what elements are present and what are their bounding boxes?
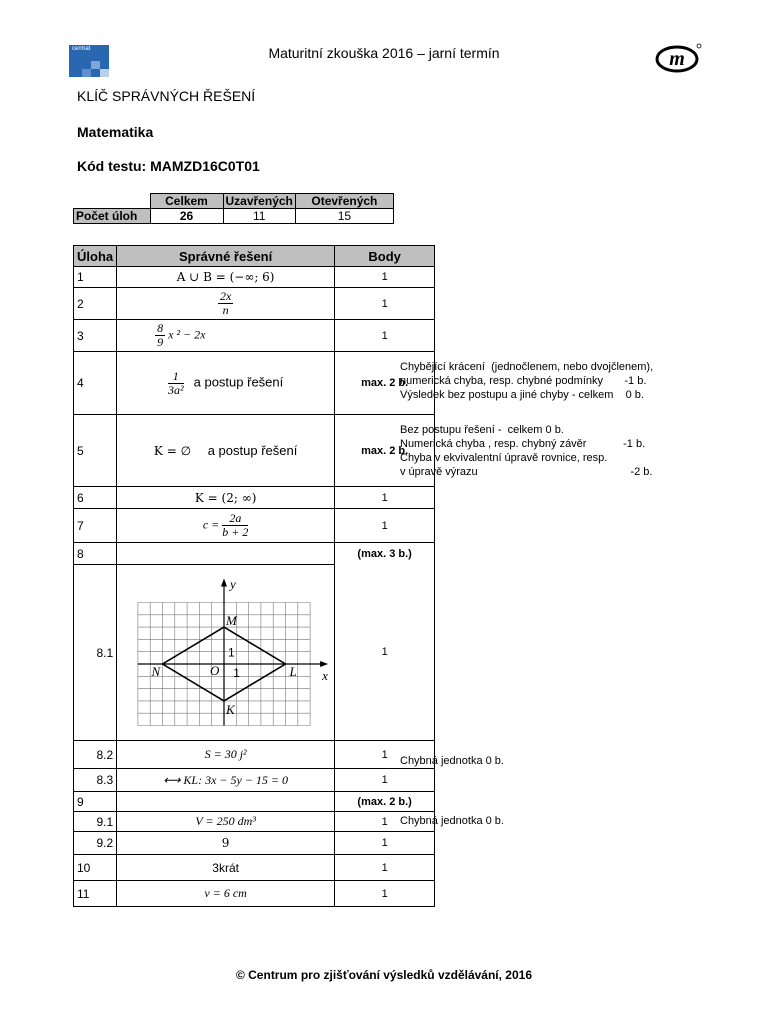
point-label-l: L [289,664,297,679]
points: (max. 3 b.) [335,543,435,565]
points: 1 [335,509,435,543]
fraction-denominator: b + 2 [222,525,249,539]
summary-open: 15 [295,209,393,224]
table-row [74,267,435,288]
task-number: 8.1 [74,565,117,741]
task-number: 8.2 [74,741,117,769]
table-row [74,741,435,769]
task-number: 2 [74,288,117,320]
header-points: Body [335,246,435,267]
note-task-8-2: Chybná jednotka 0 b. [400,755,504,767]
points: 1 [335,320,435,352]
points: 1 [335,487,435,509]
points: 1 [335,565,435,741]
points: 1 [335,288,435,320]
table-row [74,812,435,832]
points: 1 [335,855,435,881]
points: 1 [335,741,435,769]
task-number: 1 [74,267,117,288]
solution: v = 6 cm [117,881,335,907]
note-task-5: Bez postupu řešení - celkem 0 b. Numerická chyba , resp. chybný závěr -1 b. Chyba v ekvivalentní úpravě rovnice, resp. v úpravě výrazu -2 b. [400,424,653,478]
fraction [222,512,248,539]
task-number: 11 [74,881,117,907]
points: (max. 2 b.) [335,792,435,812]
points: 1 [335,881,435,907]
solution [117,543,335,565]
point-label-n: N [151,664,160,679]
fraction-numerator: 2x [219,289,232,303]
table-row [74,487,435,509]
answer-table [73,245,435,907]
solution-prefix: c = [202,517,220,532]
header-title: Maturitní zkouška 2016 – jarní termín [268,45,500,61]
task-number: 9.1 [74,812,117,832]
task-number: 9.2 [74,832,117,855]
fraction-denominator: n [222,303,229,317]
table-row [74,769,435,792]
fraction-numerator: 1 [168,370,184,384]
solution: K = ∅ [153,444,192,458]
m-logo-text: m [669,48,685,70]
origin-label: O [209,663,220,678]
unit-label-y: 1 [227,645,235,660]
table-row [74,509,435,543]
y-axis-label: y [229,576,236,592]
solution: 3krát [117,855,335,881]
header-task: Úloha [74,246,117,267]
fraction [155,322,165,349]
header-solution: Správné řešení [117,246,335,267]
note-task-4: Chybějící krácení (jednočlenem, nebo dvojčlenem), numerická chyba, resp. chybné podmínky -1 b. Výsledek bez postupu a jiné chyby - celkem 0 b. [400,361,654,401]
points: max. 2 b. [335,352,435,415]
point-label-k: K [225,701,235,717]
summary-table [73,193,394,224]
point-label-m: M [225,613,237,629]
subject-title: Matematika [77,124,154,140]
points: 1 [335,267,435,288]
task-number: 8.3 [74,769,117,792]
points: max. 2 b. [335,415,435,487]
task-number: 3 [74,320,117,352]
task-number: 10 [74,855,117,881]
task-number: 7 [74,509,117,543]
solution: ⟷ KL: 3x − 5y − 15 = 0 [117,769,335,792]
coordinate-graph [134,565,328,737]
points: 1 [335,832,435,855]
fraction-numerator: 8 [157,321,164,335]
solution-rest: a postup řešení [207,443,298,458]
table-row [74,792,435,812]
x-axis-arrow [320,661,328,667]
fraction [168,370,184,397]
note-task-9-1: Chybná jednotka 0 b. [400,815,504,827]
task-number: 5 [74,415,117,487]
task-number: 8 [74,543,117,565]
fraction [218,290,233,317]
table-row [74,543,435,565]
summary-header-open: Otevřených [295,194,393,209]
task-number: 4 [74,352,117,415]
table-row [74,881,435,907]
unit-label-x: 1 [232,666,240,680]
graph-cell [117,565,335,741]
fraction-denominator: 3a² [168,382,184,397]
key-title: KLÍČ SPRÁVNÝCH ŘEŠENÍ [77,88,256,104]
task-number: 6 [74,487,117,509]
summary-total: 26 [150,209,223,224]
solution-rest: a postup řešení [193,374,284,390]
fraction-denominator: 9 [157,335,164,349]
task-number: 9 [74,792,117,812]
x-axis-label: x [321,668,328,683]
y-axis-arrow [221,579,227,587]
solution: V = 250 dm³ [117,812,335,832]
summary-header-total: Celkem [150,194,223,209]
table-row [74,288,435,320]
table-row [74,855,435,881]
solution-rest: x ² − 2x [168,327,206,342]
table-row [74,352,435,415]
summary-header-closed: Uzavřených [223,194,295,209]
solution [117,792,335,812]
table-row [74,832,435,855]
footer: © Centrum pro zjišťování výsledků vzdělávání, 2016 [235,968,533,982]
solution: S = 30 j² [117,741,335,769]
table-row [74,320,435,352]
m-logo [655,42,703,74]
table-row [74,565,435,741]
table-row [74,415,435,487]
summary-closed: 11 [223,209,295,224]
cermat-logo-text: cermat [72,46,91,52]
points: 1 [335,812,435,832]
test-code: Kód testu: MAMZD16C0T01 [77,158,260,174]
solution: A ∪ B = (−∞; 6) [117,267,335,288]
solution: K = (2; ∞) [117,487,335,509]
summary-row-label: Počet úloh [74,209,151,224]
points: 1 [335,769,435,792]
fraction-numerator: 2a [222,512,248,526]
solution: 9 [117,832,335,855]
